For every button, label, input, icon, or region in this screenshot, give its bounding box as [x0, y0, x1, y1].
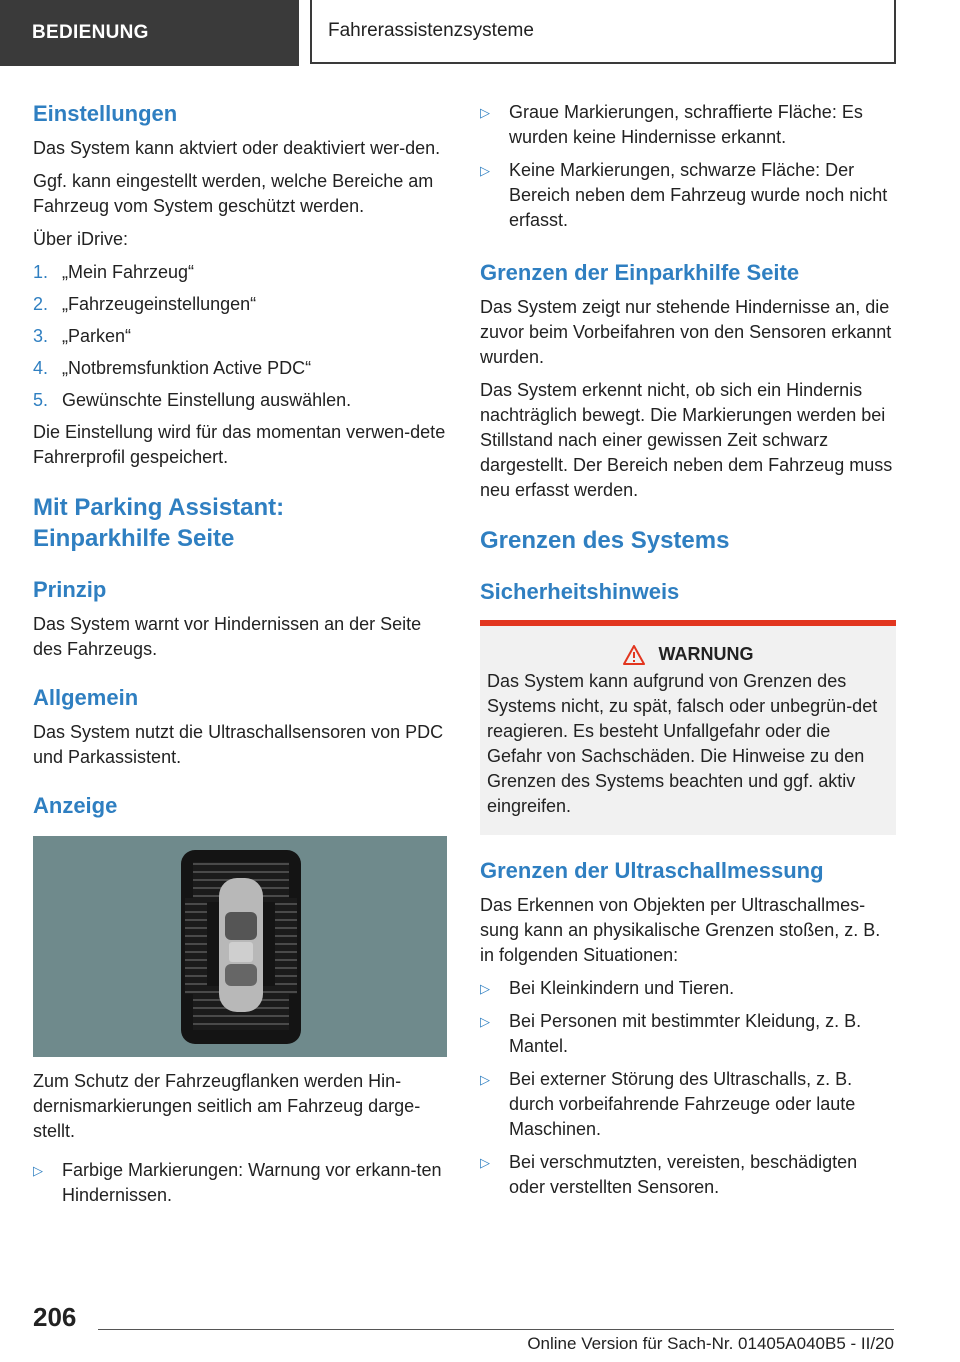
heading-sicherheitshinweis: Sicherheitshinweis: [480, 579, 680, 604]
left-column: [33, 100, 449, 1216]
warning-box: [480, 620, 896, 835]
bullet-list: [480, 976, 896, 1200]
heading-grenzen-systems: Grenzen des Systems: [480, 527, 730, 554]
footer-divider: [98, 1329, 894, 1330]
paragraph: Über iDrive:: [33, 229, 129, 249]
heading-allgemein: Allgemein: [33, 685, 139, 710]
paragraph: Das System kann aktviert oder deaktiviert wer-den.: [33, 138, 441, 158]
heading-grenzen-ultraschall: Grenzen der Ultraschallmessung: [480, 858, 824, 883]
paragraph: Das System nutzt die Ultraschallsensoren von PDC und Parkassistent.: [33, 722, 444, 767]
bullet-list: [480, 100, 896, 233]
list-item: ▷ Bei Personen mit bestimmter Kleidung, z. B. Mantel.: [480, 1009, 896, 1059]
warning-title: WARNUNG: [487, 644, 889, 665]
bullet-list: [33, 1158, 449, 1208]
heading-mit-parking: Mit Parking Assistant: Einparkhilfe Seite: [33, 494, 285, 552]
page-header: [0, 0, 960, 66]
step-item: 2. „Fahrzeugeinstellungen“: [33, 294, 257, 314]
step-list: [33, 260, 449, 413]
list-item: ▷ Keine Markierungen, schwarze Fläche: Der Bereich neben dem Fahrzeug wurde noch nicht erfasst.: [480, 158, 896, 233]
triangle-right-icon: ▷: [480, 981, 490, 996]
paragraph: Das System zeigt nur stehende Hindernisse an, die zuvor beim Vorbeifahren von den Sensoren erkannt wurden.: [480, 297, 892, 367]
car-top-view-illustration: [33, 836, 447, 1057]
warning-text: Das System kann aufgrund von Grenzen des Systems nicht, zu spät, falsch oder unbegrün-det reagieren. Es besteht Unfallgefahr oder die Gefahr von Sachschäden. Die Hinweise zu den Grenzen des Systems beachten und ggf. aktiv eingreifen.: [487, 671, 878, 816]
figure-caption: Zum Schutz der Fahrzeugflanken werden Hin-dernismarkierungen seitlich am Fahrzeug darge-stellt.: [33, 1071, 421, 1141]
page-number: 206: [33, 1302, 77, 1332]
triangle-right-icon: ▷: [480, 1072, 490, 1087]
triangle-right-icon: ▷: [480, 163, 490, 178]
paragraph: Das Erkennen von Objekten per Ultraschallmes-sung kann an physikalische Grenzen stoßen, z. B. in folgenden Situationen:: [480, 895, 881, 965]
heading-grenzen-einparkhilfe: Grenzen der Einparkhilfe Seite: [480, 260, 800, 285]
triangle-right-icon: ▷: [33, 1163, 43, 1178]
heading-einstellungen: Einstellungen: [33, 101, 178, 126]
triangle-right-icon: ▷: [480, 1014, 490, 1029]
triangle-right-icon: ▷: [480, 105, 490, 120]
paragraph: Ggf. kann eingestellt werden, welche Bereiche am Fahrzeug vom System geschützt werden.: [33, 171, 434, 216]
list-item: ▷ Bei verschmutzten, vereisten, beschädigten oder verstellten Sensoren.: [480, 1150, 896, 1200]
triangle-right-icon: ▷: [480, 1155, 490, 1170]
section-label: BEDIENUNG: [0, 0, 299, 66]
footer-version: Online Version für Sach-Nr. 01405A040B5 - II/20: [527, 1334, 894, 1353]
step-item: 1. „Mein Fahrzeug“: [33, 262, 195, 282]
pdc-side-display-image: [33, 836, 447, 1057]
list-item: ▷ Farbige Markierungen: Warnung vor erkann-ten Hindernissen.: [33, 1158, 449, 1208]
paragraph: Das System erkennt nicht, ob sich ein Hindernis nachträglich bewegt. Die Markierungen werden bei Stillstand nach einer gewissen Zeit schwarz dargestellt. Der Bereich neben dem Fahrzeug muss neu erfasst werden.: [480, 380, 893, 500]
list-item: ▷ Bei externer Störung des Ultraschalls, z. B. durch vorbeifahrende Fahrzeuge oder laute Maschinen.: [480, 1067, 896, 1142]
heading-prinzip: Prinzip: [33, 577, 107, 602]
step-item: 3. „Parken“: [33, 326, 132, 346]
step-item: 4. „Notbremsfunktion Active PDC“: [33, 358, 312, 378]
step-item: 5. Gewünschte Einstellung auswählen.: [33, 390, 352, 410]
heading-anzeige: Anzeige: [33, 793, 118, 818]
right-column: [480, 100, 896, 1208]
chapter-label: Fahrerassistenzsysteme: [310, 0, 896, 64]
warning-triangle-icon: [623, 645, 645, 665]
list-item: ▷ Graue Markierungen, schraffierte Fläche: Es wurden keine Hindernisse erkannt.: [480, 100, 896, 150]
paragraph: Das System warnt vor Hindernissen an der Seite des Fahrzeugs.: [33, 614, 422, 659]
paragraph: Die Einstellung wird für das momentan verwen-dete Fahrerprofil gespeichert.: [33, 422, 446, 467]
list-item: ▷ Bei Kleinkindern und Tieren.: [480, 976, 896, 1001]
